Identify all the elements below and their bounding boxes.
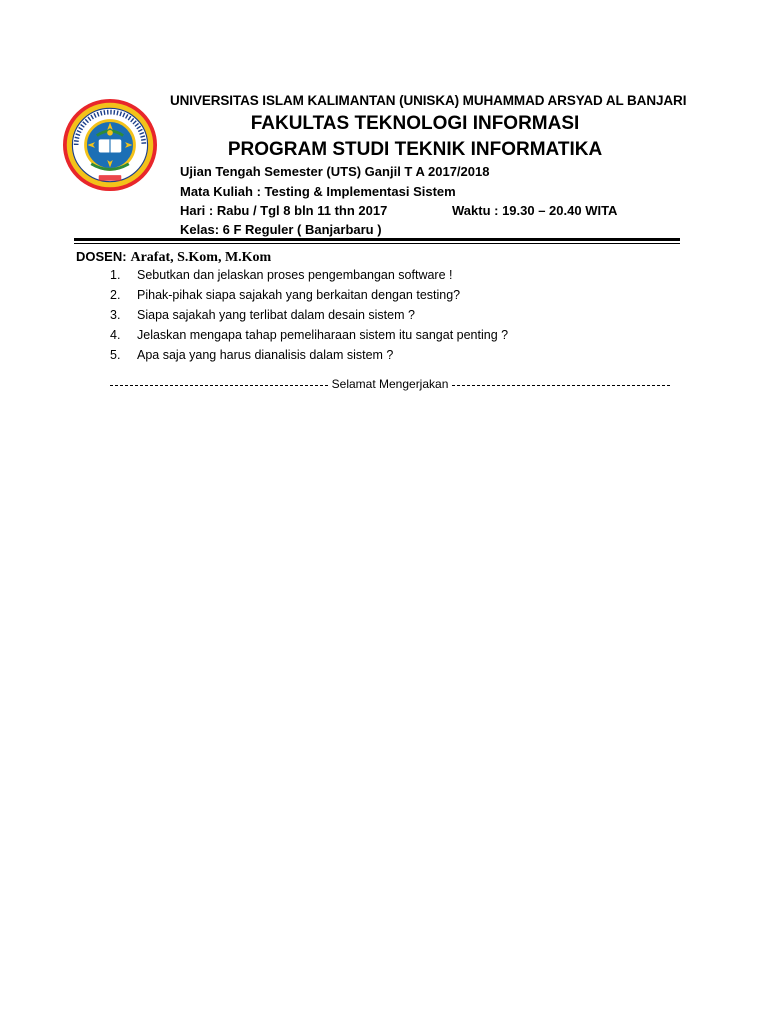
- university-seal-icon: [63, 98, 157, 192]
- question-number: 5.: [110, 348, 121, 362]
- closing-line: [110, 377, 670, 391]
- question-text: Pihak-pihak siapa sajakah yang berkaitan dengan testing?: [137, 288, 461, 302]
- exam-time: Waktu : 19.30 – 20.40 WITA: [452, 203, 618, 218]
- question-item: [110, 285, 508, 305]
- closing-text: Selamat Mengerjakan: [331, 377, 449, 391]
- question-item: [110, 345, 508, 365]
- lecturer-name: Arafat, S.Kom, M.Kom: [130, 250, 272, 265]
- dashed-rule-right: [452, 385, 670, 386]
- exam-day-date: Hari : Rabu / Tgl 8 bln 11 thn 2017: [180, 203, 388, 218]
- question-text: Siapa sajakah yang terlibat dalam desain sistem ?: [137, 308, 415, 322]
- exam-semester: Ujian Tengah Semester (UTS) Ganjil T A 2017/2018: [180, 164, 490, 179]
- exam-class: Kelas: 6 F Reguler ( Banjarbaru ): [180, 222, 382, 237]
- lecturer-label: DOSEN:: [76, 249, 127, 264]
- faculty-name: FAKULTAS TEKNOLOGI INFORMASI: [250, 113, 580, 134]
- question-number: 2.: [110, 288, 121, 302]
- question-number: 1.: [110, 268, 121, 282]
- question-text: Jelaskan mengapa tahap pemeliharaan sistem itu sangat penting ?: [137, 328, 509, 342]
- question-number: 4.: [110, 328, 121, 342]
- header-divider-thick: [74, 238, 680, 241]
- program-name: PROGRAM STUDI TEKNIK INFORMATIKA: [227, 139, 603, 160]
- question-item: [110, 325, 508, 345]
- exam-course: Mata Kuliah : Testing & Implementasi Sistem: [180, 184, 456, 199]
- question-number: 3.: [110, 308, 121, 322]
- lecturer-line: [76, 248, 271, 266]
- question-list: [110, 265, 508, 365]
- header-divider-thin: [74, 243, 680, 244]
- university-name: UNIVERSITAS ISLAM KALIMANTAN (UNISKA) MUHAMMAD ARSYAD AL BANJARI: [170, 93, 687, 108]
- question-item: [110, 305, 508, 325]
- question-text: Apa saja yang harus dianalisis dalam sistem ?: [137, 348, 394, 362]
- dashed-rule-left: [110, 385, 328, 386]
- question-item: [110, 265, 508, 285]
- question-text: Sebutkan dan jelaskan proses pengembangan software !: [137, 268, 453, 282]
